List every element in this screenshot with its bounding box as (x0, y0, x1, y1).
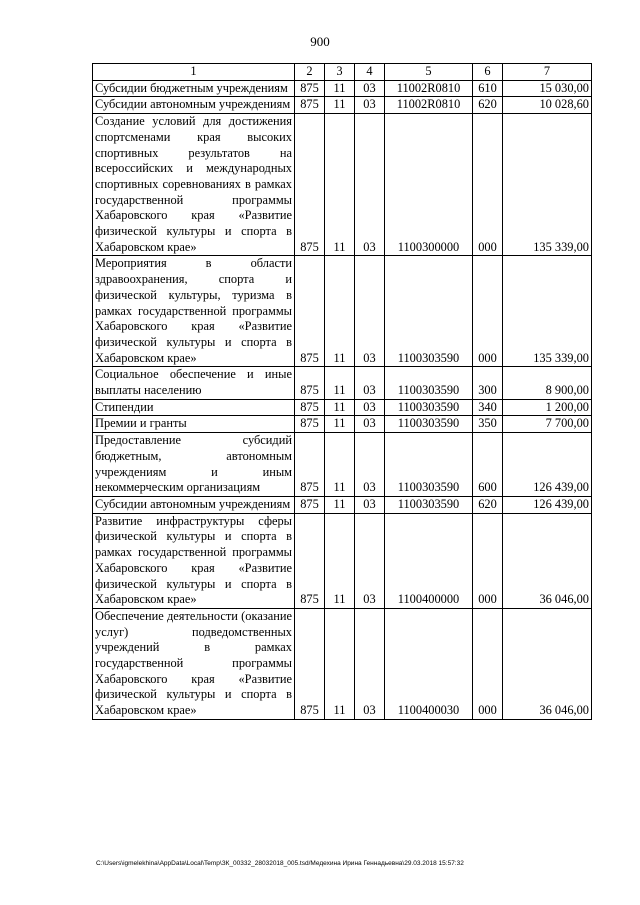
row-name: Субсидии бюджетным учреждениям (93, 80, 295, 97)
row-name: Субсидии автономным учреждениям (93, 496, 295, 513)
file-path-footer: C:\Users\igmelekhina\AppData\Local\Temp\ЗК_00332_28032018_005.tsd/Медехина Ирина Геннадьевна\29.03.2018 15:57:32 (96, 860, 464, 867)
table-row (93, 433, 592, 497)
cell-code-admin: 875 (295, 256, 325, 367)
cell-amount: 8 900,00 (503, 367, 592, 399)
cell-section: 11 (325, 513, 355, 608)
cell-section: 11 (325, 114, 355, 256)
cell-target-article: 1100303590 (385, 256, 473, 367)
cell-amount: 135 339,00 (503, 114, 592, 256)
cell-expense-type: 610 (473, 80, 503, 97)
cell-section: 11 (325, 496, 355, 513)
cell-target-article: 1100303590 (385, 399, 473, 416)
row-name: Обеспечение деятельности (оказание услуг) подведомственных учреждений в рамках государственной программы Хабаровского края «Развитие физической культуры и спорта в Хабаровском крае» (93, 608, 295, 719)
cell-code-admin: 875 (295, 97, 325, 114)
cell-subsection: 03 (355, 399, 385, 416)
cell-section: 11 (325, 97, 355, 114)
cell-amount: 135 339,00 (503, 256, 592, 367)
cell-code-admin: 875 (295, 399, 325, 416)
cell-target-article: 1100400030 (385, 608, 473, 719)
cell-subsection: 03 (355, 97, 385, 114)
cell-section: 11 (325, 367, 355, 399)
table-row (93, 496, 592, 513)
cell-expense-type: 000 (473, 608, 503, 719)
cell-code-admin: 875 (295, 496, 325, 513)
row-name: Стипендии (93, 399, 295, 416)
cell-code-admin: 875 (295, 114, 325, 256)
cell-subsection: 03 (355, 496, 385, 513)
cell-subsection: 03 (355, 433, 385, 497)
cell-amount: 1 200,00 (503, 399, 592, 416)
row-name: Создание условий для достижения спортсменами края высоких спортивных результатов на всероссийских и международных спортивных соревнованиях в рамках государственной программы Хабаровского края «Развитие физической культуры и спорта в Хабаровском крае» (93, 114, 295, 256)
budget-table (92, 63, 592, 720)
cell-code-admin: 875 (295, 367, 325, 399)
cell-expense-type: 350 (473, 416, 503, 433)
column-header: 5 (385, 64, 473, 81)
table-row (93, 114, 592, 256)
row-name: Социальное обеспечение и иные выплаты населению (93, 367, 295, 399)
cell-target-article: 1100303590 (385, 496, 473, 513)
cell-subsection: 03 (355, 256, 385, 367)
cell-amount: 126 439,00 (503, 496, 592, 513)
cell-expense-type: 300 (473, 367, 503, 399)
cell-amount: 36 046,00 (503, 513, 592, 608)
cell-amount: 10 028,60 (503, 97, 592, 114)
page-number: 900 (310, 34, 330, 49)
cell-target-article: 1100303590 (385, 433, 473, 497)
cell-expense-type: 000 (473, 114, 503, 256)
row-name: Предоставление субсидий бюджетным, автономным учреждениям и иным некоммерческим организациям (93, 433, 295, 497)
cell-section: 11 (325, 256, 355, 367)
cell-expense-type: 600 (473, 433, 503, 497)
cell-section: 11 (325, 416, 355, 433)
table-row (93, 513, 592, 608)
table-row (93, 608, 592, 719)
table-row (93, 367, 592, 399)
cell-code-admin: 875 (295, 416, 325, 433)
column-header: 3 (325, 64, 355, 81)
cell-subsection: 03 (355, 114, 385, 256)
cell-expense-type: 620 (473, 496, 503, 513)
cell-section: 11 (325, 80, 355, 97)
column-header: 1 (93, 64, 295, 81)
row-name: Субсидии автономным учреждениям (93, 97, 295, 114)
cell-code-admin: 875 (295, 608, 325, 719)
cell-section: 11 (325, 608, 355, 719)
column-header: 4 (355, 64, 385, 81)
table-row (93, 80, 592, 97)
row-name: Развитие инфраструктуры сферы физической культуры и спорта в рамках государственной программы Хабаровского края «Развитие физической культуры и спорта в Хабаровском крае» (93, 513, 295, 608)
table-header-row (93, 64, 592, 81)
cell-amount: 36 046,00 (503, 608, 592, 719)
cell-expense-type: 620 (473, 97, 503, 114)
cell-section: 11 (325, 433, 355, 497)
cell-expense-type: 000 (473, 513, 503, 608)
cell-subsection: 03 (355, 513, 385, 608)
cell-subsection: 03 (355, 367, 385, 399)
table-row (93, 399, 592, 416)
cell-target-article: 11002R0810 (385, 97, 473, 114)
cell-code-admin: 875 (295, 80, 325, 97)
column-header: 2 (295, 64, 325, 81)
cell-subsection: 03 (355, 80, 385, 97)
cell-amount: 7 700,00 (503, 416, 592, 433)
table-row (93, 256, 592, 367)
row-name: Мероприятия в области здравоохранения, спорта и физической культуры, туризма в рамках государственной программы Хабаровского края «Развитие физической культуры и спорта в Хабаровском крае» (93, 256, 295, 367)
cell-subsection: 03 (355, 416, 385, 433)
column-header: 7 (503, 64, 592, 81)
cell-expense-type: 340 (473, 399, 503, 416)
cell-target-article: 11002R0810 (385, 80, 473, 97)
cell-code-admin: 875 (295, 433, 325, 497)
cell-amount: 126 439,00 (503, 433, 592, 497)
cell-amount: 15 030,00 (503, 80, 592, 97)
row-name: Премии и гранты (93, 416, 295, 433)
table-row (93, 416, 592, 433)
cell-expense-type: 000 (473, 256, 503, 367)
cell-target-article: 1100303590 (385, 367, 473, 399)
cell-target-article: 1100300000 (385, 114, 473, 256)
cell-target-article: 1100303590 (385, 416, 473, 433)
cell-subsection: 03 (355, 608, 385, 719)
cell-target-article: 1100400000 (385, 513, 473, 608)
cell-code-admin: 875 (295, 513, 325, 608)
table-row (93, 97, 592, 114)
column-header: 6 (473, 64, 503, 81)
cell-section: 11 (325, 399, 355, 416)
